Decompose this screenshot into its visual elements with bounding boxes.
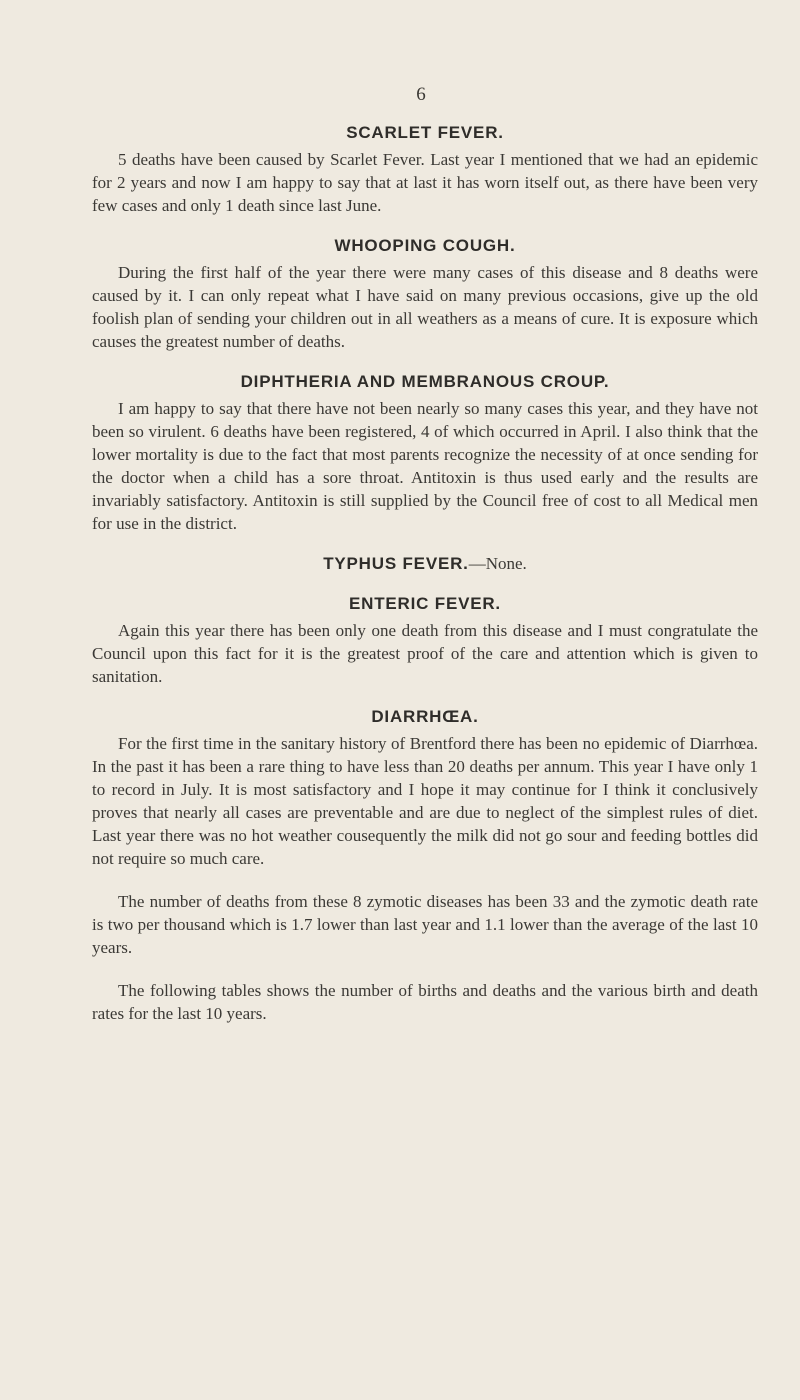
- paragraph-enteric-fever: Again this year there has been only one death from this disease and I must congratulate the Council upon this fact for it is the greatest proof of the care and attention which is given to sanitation.: [92, 621, 758, 686]
- section-typhus-fever: [92, 549, 758, 579]
- heading-typhus-fever: TYPHUS FEVER.: [323, 554, 469, 573]
- section-whooping-cough: [92, 231, 758, 353]
- section-enteric-fever: [92, 589, 758, 688]
- section-scarlet-fever: [92, 118, 758, 217]
- paragraph-diarrhoea: For the first time in the sanitary history of Brentford there has been no epidemic of Diarrhœa. In the past it has been a rare thing to have less than 20 deaths per annum. This year I have only 1 to record in July. It is most satisfactory and I hope it may continue for I think it conclusively proves that nearly all cases are preventable and are due to neglect of the simplest rules of diet. Last year there was no hot weather cousequently the milk did not go sour and feeding bottles did not require so much care.: [92, 734, 758, 868]
- paragraph-scarlet-fever: 5 deaths have been caused by Scarlet Fever. Last year I mentioned that we had an epidemic for 2 years and now I am happy to say that at last it has worn itself out, as there have been very few cases and only 1 death since last June.: [92, 150, 758, 215]
- page-body: [92, 118, 758, 1025]
- typhus-fever-status: —None.: [468, 554, 527, 573]
- paragraph-tables-intro: The following tables shows the number of births and deaths and the various birth and death rates for the last 10 years.: [92, 981, 758, 1023]
- heading-scarlet-fever: SCARLET FEVER.: [346, 123, 504, 142]
- section-tables-intro: [92, 979, 758, 1025]
- page-number: 6: [416, 84, 426, 105]
- heading-diphtheria: DIPHTHERIA AND MEMBRANOUS CROUP.: [240, 372, 610, 391]
- section-diphtheria: [92, 367, 758, 535]
- paragraph-diphtheria: I am happy to say that there have not been nearly so many cases this year, and they have not been so virulent. 6 deaths have been registered, 4 of which occurred in April. I also think that the lower mortality is due to the fact that most parents recognize the necessity of at once sending for the doctor when a child has a sore throat. Antitoxin is thus used early and the results are invariably satisfactory. Antitoxin is still supplied by the Council free of cost to all Medical men for use in the district.: [92, 399, 758, 533]
- heading-whooping-cough: WHOOPING COUGH.: [334, 236, 516, 255]
- paragraph-zymotic-summary: The number of deaths from these 8 zymotic diseases has been 33 and the zymotic death rate is two per thousand which is 1.7 lower than last year and 1.1 lower than the average of the last 10 years.: [92, 892, 758, 957]
- section-diarrhoea: [92, 702, 758, 870]
- paragraph-whooping-cough: During the first half of the year there were many cases of this disease and 8 deaths were caused by it. I can only repeat what I have said on many previous occasions, give up the old foolish plan of sending your children out in all weathers as a means of cure. It is exposure which causes the greatest number of deaths.: [92, 263, 758, 351]
- section-zymotic-summary: [92, 890, 758, 959]
- heading-enteric-fever: ENTERIC FEVER.: [349, 594, 501, 613]
- heading-diarrhoea: DIARRHŒA.: [371, 707, 479, 726]
